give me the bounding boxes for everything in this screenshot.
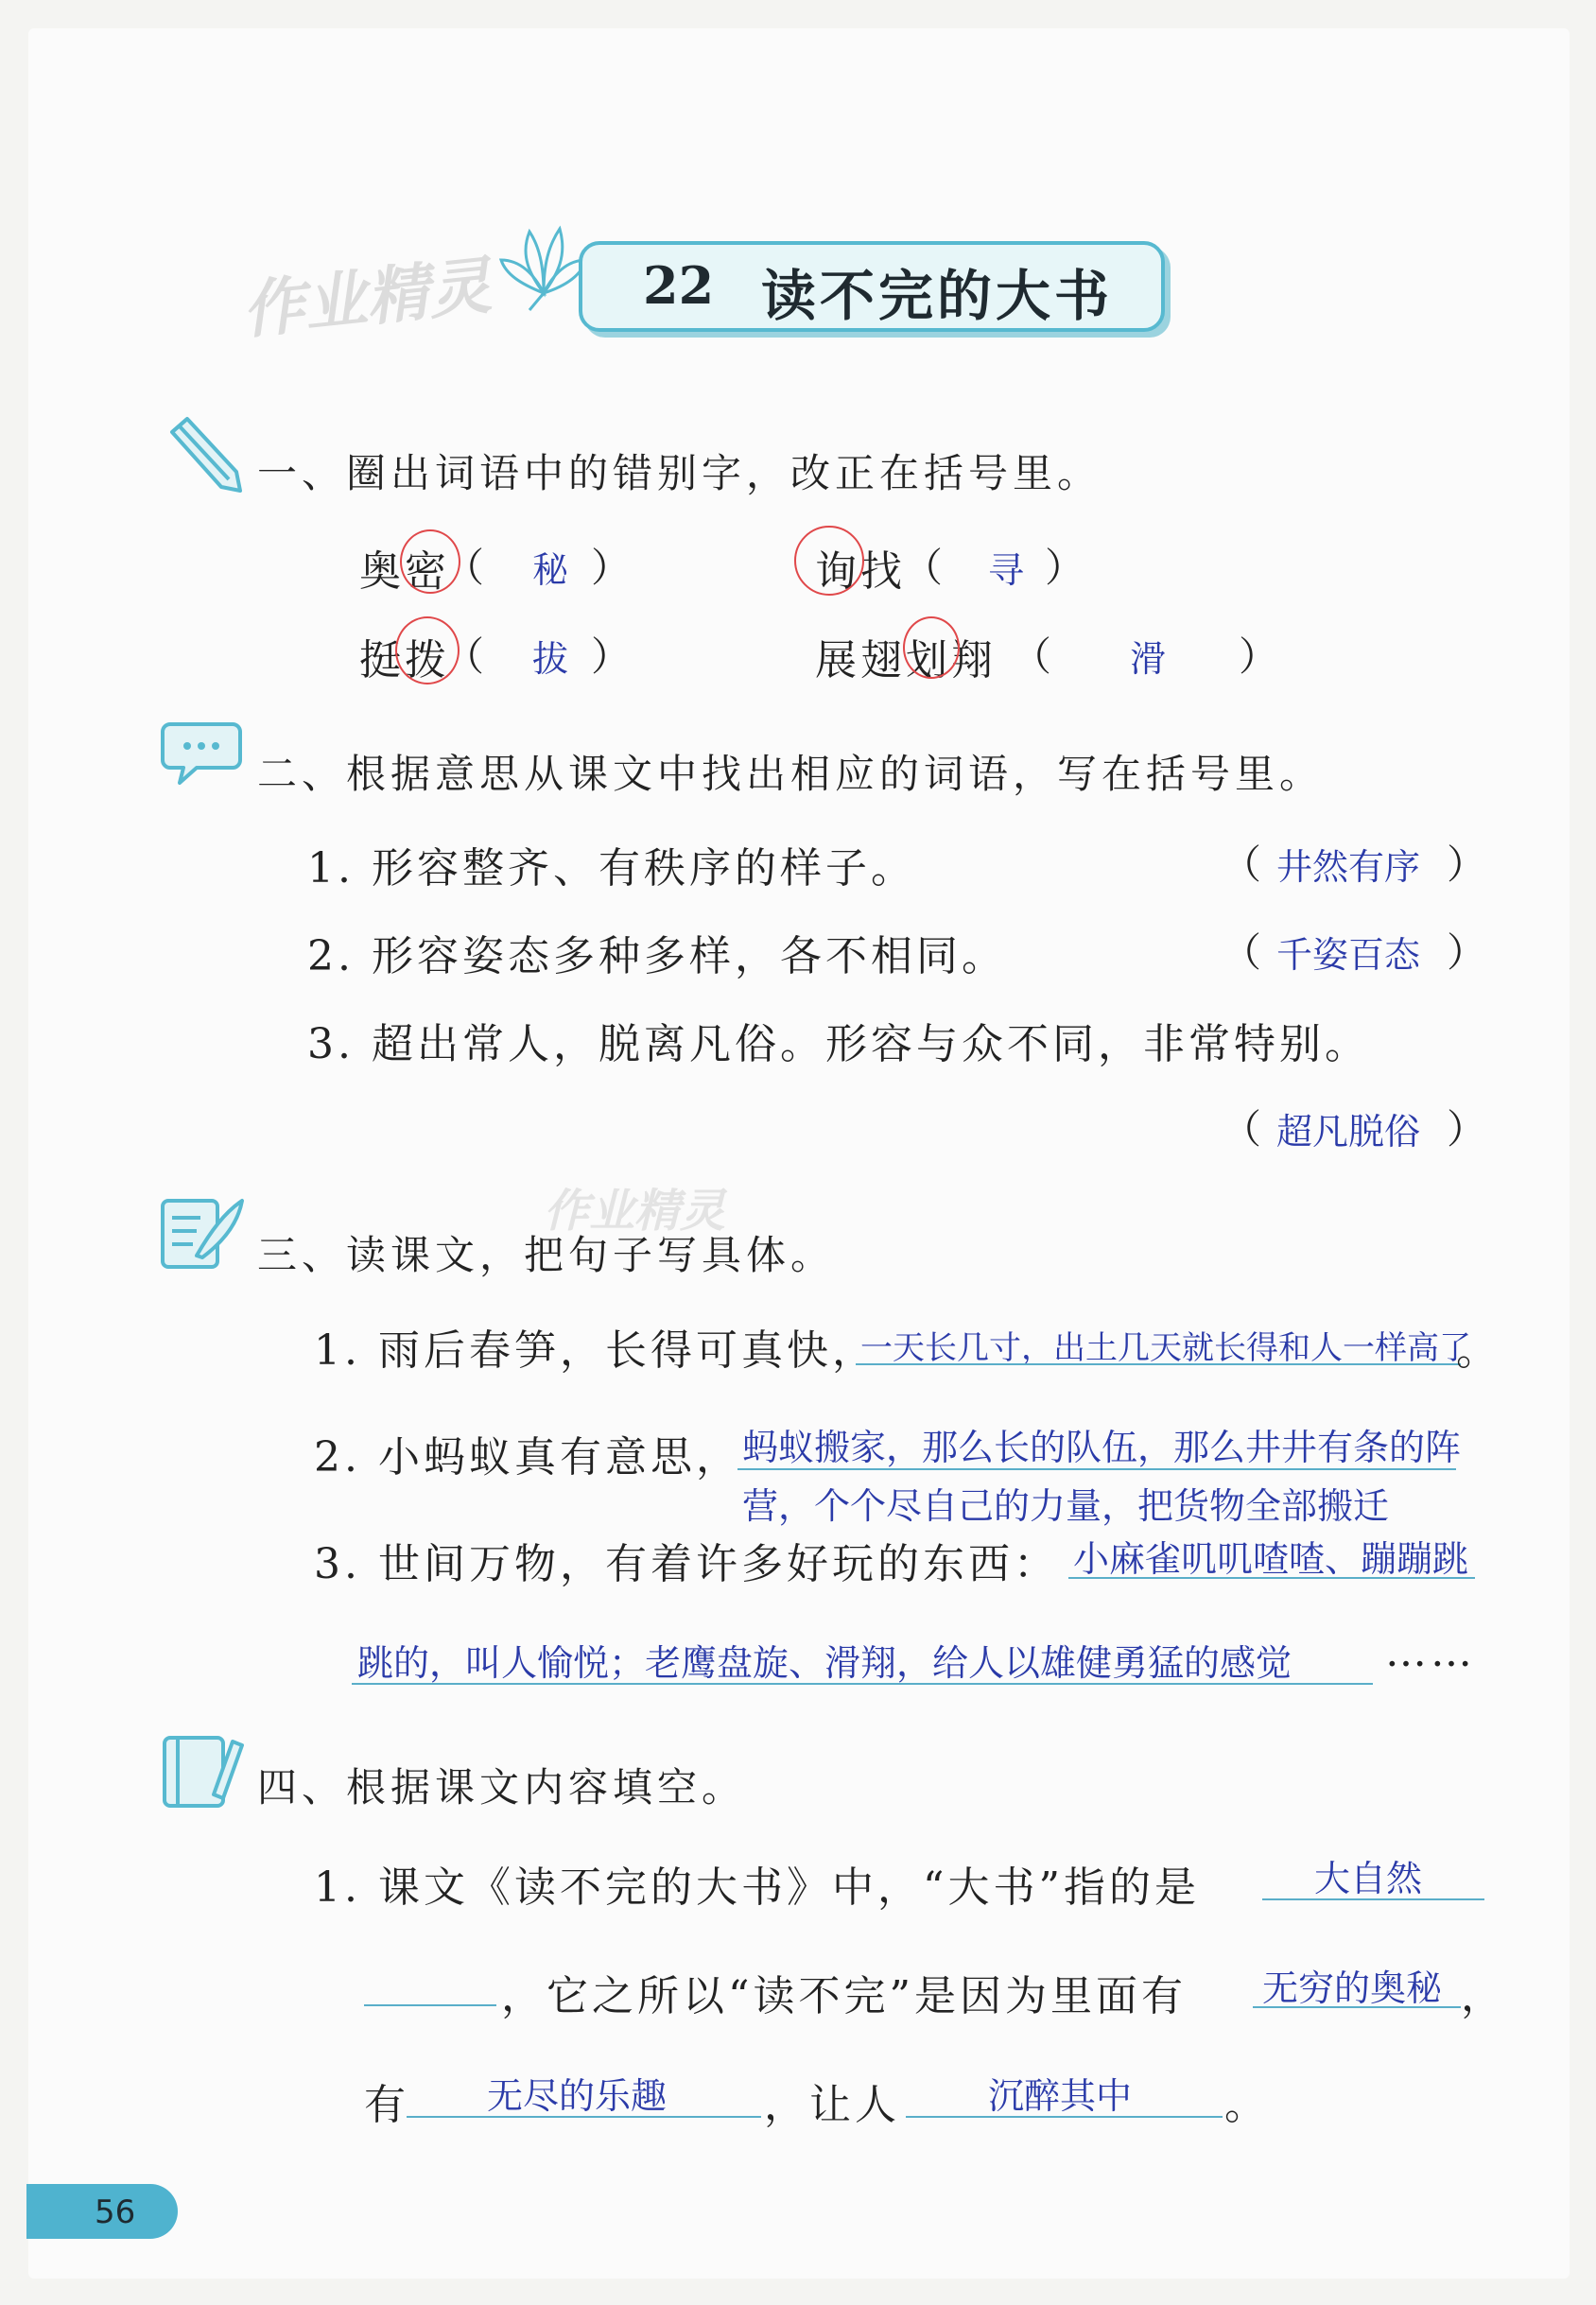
note-feather-icon: [159, 1193, 246, 1278]
s4-line3-mid: ，让人: [764, 2081, 900, 2129]
answer-line: [352, 1683, 1373, 1685]
s3-prompt-1: 1. 雨后春笋，长得可真快，: [314, 1326, 877, 1375]
watermark: 作业精灵: [544, 1185, 726, 1238]
s2-prompt-2: 2. 形容姿态多种多样，各不相同。: [307, 932, 1007, 980]
s1-close-3: ）: [591, 633, 632, 680]
pencil-icon: [159, 411, 246, 502]
s1-close-4: ）: [1239, 633, 1279, 680]
notebook-pen-icon: [159, 1728, 246, 1817]
s1-open-3: （: [444, 633, 485, 680]
answer-line: [856, 1363, 1461, 1365]
s1-word-4: 展翅划翔: [815, 636, 997, 685]
s3-prompt-3: 3. 世间万物，有着许多好玩的东西：: [314, 1540, 1059, 1588]
error-circle: [903, 616, 960, 679]
s4-answer-4: 沉醉其中: [988, 2075, 1133, 2117]
section2-heading: 二、根据意思从课文中找出相应的词语，写在括号里。: [257, 751, 1325, 797]
s3-answer-2a: 蚂蚁搬家，那么长的队伍，那么井井有条的阵: [742, 1427, 1462, 1468]
s2-close-2: ）: [1447, 929, 1487, 976]
answer-line: [1068, 1577, 1475, 1579]
s3-answer-3a: 小麻雀叽叽喳喳、蹦蹦跳: [1073, 1538, 1469, 1580]
s1-answer-2: 寻: [988, 549, 1025, 591]
s3-prompt-2: 2. 小蚂蚁真有意思，: [314, 1433, 741, 1482]
s3-answer-3b: 跳的，叫人愉悦；老鹰盘旋、滑翔，给人以雄健勇猛的感觉: [357, 1642, 1292, 1684]
s2-open-2: （: [1222, 929, 1262, 976]
s4-answer-1: 大自然: [1314, 1858, 1423, 1899]
section4-heading: 四、根据课文内容填空。: [257, 1764, 747, 1811]
s1-word-3: 挺拨: [359, 636, 450, 685]
error-circle: [794, 526, 864, 596]
s4-answer-3: 无尽的乐趣: [487, 2075, 668, 2117]
s4-line1-prefix: 1. 课文《读不完的大书》中，“大书”指的是: [314, 1863, 1200, 1912]
s1-close-2: ）: [1045, 545, 1085, 591]
watermark: 作业精灵: [238, 249, 494, 348]
lesson-title: 读不完的大书: [761, 264, 1114, 328]
s1-open-1: （: [444, 545, 485, 591]
s2-answer-1: 井然有序: [1276, 846, 1421, 888]
s2-close-1: ）: [1447, 841, 1487, 888]
answer-line: [407, 2116, 761, 2118]
lesson-number: 22: [643, 255, 715, 316]
s2-answer-2: 千姿百态: [1276, 934, 1421, 976]
answer-line: [364, 2004, 496, 2006]
s1-answer-1: 秘: [532, 549, 569, 591]
answer-line: [1262, 1898, 1484, 1900]
s1-open-4: （: [1012, 633, 1052, 680]
answer-line: [1253, 2006, 1461, 2008]
s3-answer-2b: 营，个个尽自己的力量，把货物全部搬迁: [742, 1485, 1390, 1527]
s3-end-3: ……: [1385, 1628, 1476, 1676]
s4-line2-end: ，: [1461, 1972, 1506, 2020]
s1-word-2: 询找: [815, 547, 906, 596]
s2-prompt-3: 3. 超出常人，脱离凡俗。形容与众不同，非常特别。: [307, 1020, 1370, 1068]
s1-close-1: ）: [591, 545, 632, 591]
chat-bubble-icon: [159, 717, 244, 796]
s2-open-1: （: [1222, 841, 1262, 888]
s1-answer-3: 拔: [532, 638, 569, 680]
s2-prompt-1: 1. 形容整齐、有秩序的样子。: [307, 844, 916, 893]
s4-answer-2: 无穷的奥秘: [1262, 1967, 1443, 2009]
s2-close-3: ）: [1447, 1106, 1487, 1152]
s1-open-2: （: [903, 545, 944, 591]
s2-open-3: （: [1222, 1106, 1262, 1152]
s3-answer-1: 一天长几寸，出土几天就长得和人一样高了: [860, 1329, 1471, 1367]
page-number: 56: [95, 2193, 136, 2231]
answer-line: [737, 1468, 1456, 1470]
s4-line3-prefix: 有: [364, 2081, 409, 2129]
section1-heading: 一、圈出词语中的错别字，改正在括号里。: [257, 450, 1102, 496]
s1-word-1: 奥密: [359, 547, 450, 596]
s3-end-1: 。: [1456, 1326, 1501, 1375]
s4-line2-text: ，它之所以“读不完”是因为里面有: [501, 1972, 1187, 2020]
answer-line: [906, 2116, 1223, 2118]
s2-answer-3: 超凡脱俗: [1276, 1111, 1421, 1152]
section3-heading: 三、读课文，把句子写具体。: [257, 1232, 836, 1278]
s1-answer-4: 滑: [1130, 638, 1167, 680]
s4-line3-end: 。: [1224, 2081, 1270, 2129]
